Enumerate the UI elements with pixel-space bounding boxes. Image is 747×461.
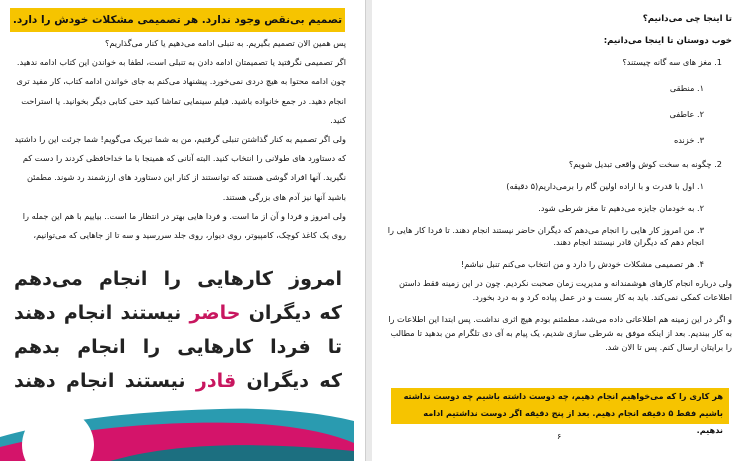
question-1: 1. مغز های سه گانه چیستند؟ — [622, 57, 722, 67]
left-paragraph-2: اگر تصمیمی نگرفتید یا تصمیمتان ادامه دادن به تنبلی است، لطفا به خواندن این کتاب ادامه ندهید. چون ادامه محتوا به هیچ دردی نمی‌خورد. پیشنهاد می‌کنم به جای خواندن ادامه کتاب، کار مفید تری انجام دهید. در جمع خانواده باشید. فیلم سینمایی تماشا کنید حتی کتابی دیگر بخوانید. یا استراحت کنید. — [16, 57, 346, 125]
left-paragraph-1: پس همین الان تصمیم بگیریم. به تنبلی ادامه می‌دهیم یا کنار می‌گذاریم؟ — [105, 38, 346, 48]
left-page-header: تصمیم بی‌نقص وجود ندارد. هر تصمیمی مشکلات خودش را دارد. — [10, 8, 345, 32]
poster-accent-hazer: حاضر — [189, 302, 241, 324]
motivational-poster — [0, 252, 354, 461]
answer-1-3: ۳. خزنده — [673, 135, 704, 145]
poster-line-2: که دیگران حاضر نیستند انجام دهند — [14, 302, 342, 324]
page-number: ۶ — [557, 432, 562, 441]
question-2: 2. چگونه به سخت کوش واقعی تبدیل شویم؟ — [568, 159, 722, 169]
answer-2-3: ۳. من امروز کار هایی را انجام می‌دهم که دیگران حاضر نیستند انجام دهند. تا فردا کار هایی را انجام دهم که دیگران قادر نیستند انجام دهند. — [387, 225, 704, 247]
left-page-body — [8, 34, 346, 264]
poster-line-1: امروز کارهایی را انجام می‌دهم — [14, 268, 342, 290]
right-paragraph-1: ولی درباره انجام کارهای هوشمندانه و مدیریت زمان صحبت نکردیم. چون در این زمینه فقط داستن اطلاعات کمکی نمی‌کند. باید به کار بست و در عمل پیاده کرد و به درد بخورد. — [398, 278, 732, 302]
right-paragraph-2: و اگر در این زمینه هم اطلاعاتی داده می‌شد، مطمئنم بودم هیچ اثری نداشت. پس ابتدا این اطلاعات را به کار ببندیم. بعد از اینکه موفق به شرطی سازی شدیم، یک پیام به آی دی تلگرام من بدهید تا مطالب را برایتان ارسال کنم. پس تا الان شد. — [388, 314, 732, 352]
right-heading: تا اینجا چی می‌دانیم؟ — [642, 14, 732, 24]
answer-2-2: ۲. به خودمان جایزه می‌دهیم تا مغز شرطی شود. — [538, 203, 704, 213]
answer-2-1: ۱. اول با قدرت و با اراده اولین گام را برمی‌داریم(۵ دقیقه) — [506, 181, 704, 191]
right-highlight-box: هر کاری را که می‌خواهیم انجام دهیم، چه دوست داشته باشیم چه دوست نداشته باشیم فقط ۵ دقیقه انجام دهیم. بعد از پنج دقیقه اگر دوست نداشتیم ادامه ندهیم. — [391, 388, 729, 424]
left-paragraph-4: ولی امروز و فردا و آن از ما است. و فردا هایی بهتر در انتظار ما است.. بیاییم با هم این جمله را روی یک کاغذ کوچک، کامپیوتر، روی دیوار، روی جلد سررسید و سه تا از جاهایی که می‌توانیم، — [22, 210, 346, 241]
left-page — [0, 0, 366, 461]
answer-1-2: ۲. عاطفی — [669, 109, 704, 119]
left-paragraph-3: ولی اگر تصمیم به کنار گذاشتن تنبلی گرفتیم، من به شما تبریک می‌گویم! شما جرئت این را داشتید که دستاورد های طولانی را انتخاب کنید. البته آنانی که همینجا با ما خداحافظی کردند را دست کم نگیرید. آنها افراد گوشی هستند که توانستند از کنار این دستاورد های ارزشمند رد شوند. مطمئن باشید آنها نیز آدم های بزرگی هستند. — [14, 134, 346, 202]
poster-decoration — [0, 387, 354, 461]
poster-line-3: تا فردا کارهایی را انجام بدهم — [14, 336, 342, 358]
right-subheading: خوب دوستان تا اینجا می‌دانیم: — [603, 36, 732, 46]
answer-1-1: ۱. منطقی — [669, 83, 704, 93]
right-page — [372, 0, 747, 461]
poster-accent-qader: قادر — [195, 370, 237, 392]
answer-2-4: ۴. هر تصمیمی مشکلات خودش را دارد و من انتخاب می‌کنم تنبل نباشم! — [460, 259, 704, 269]
right-page-body — [386, 10, 732, 354]
poster-line-4: که دیگران قادر نیستند انجام دهند — [14, 370, 342, 392]
